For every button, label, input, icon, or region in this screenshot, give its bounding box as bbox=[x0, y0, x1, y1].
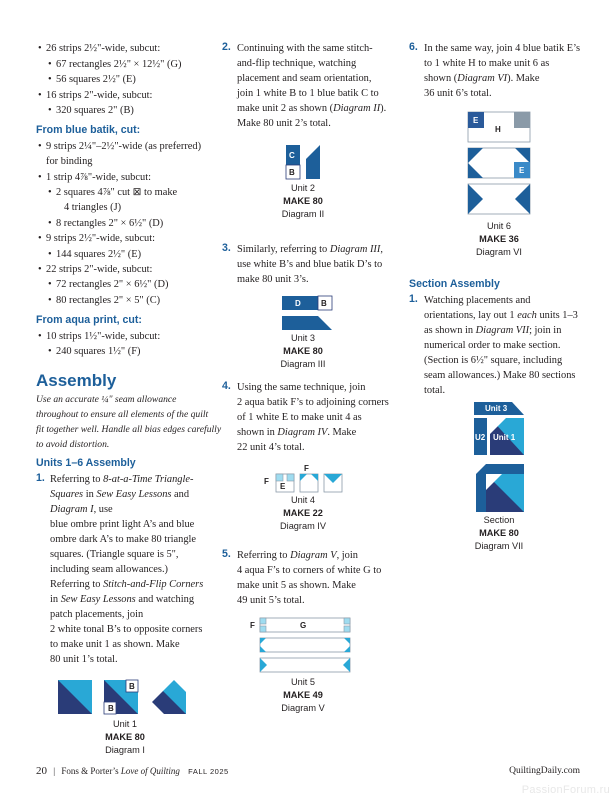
list-item: • 9 strips 2½"-wide, subcut: bbox=[46, 231, 216, 246]
diagram-1-caption bbox=[80, 718, 170, 757]
caption-make: MAKE 49 bbox=[283, 690, 323, 700]
list-item-cont: 4 triangles (J) bbox=[64, 202, 122, 213]
step-6-line: to 1 white H to make unit 6 as bbox=[424, 58, 550, 69]
caption-make: MAKE 80 bbox=[283, 346, 323, 356]
step-4-line: shown in Diagram IV. Make bbox=[237, 427, 357, 438]
section-step-line: (Section is 6½" square, including bbox=[424, 355, 563, 366]
list-item: • 26 strips 2½"-wide, subcut: bbox=[46, 41, 216, 56]
triangle-square-with-corners bbox=[104, 680, 138, 714]
label-C: C bbox=[289, 151, 295, 160]
step-3-text bbox=[237, 242, 409, 287]
caption-make: MAKE 80 bbox=[105, 732, 145, 742]
step-6-line: In the same way, join 4 blue batik E’s bbox=[424, 43, 581, 54]
section-step-line: total. bbox=[424, 385, 446, 396]
caption-diagram: Diagram I bbox=[105, 745, 145, 755]
publication-name: Fons & Porter’s bbox=[61, 766, 119, 776]
label-unit-1: Unit 1 bbox=[493, 433, 516, 442]
label-B: B bbox=[129, 682, 135, 691]
step-1-line: 80 unit 1’s total. bbox=[50, 654, 118, 665]
caption-unit: Unit 2 bbox=[290, 183, 315, 193]
list-item: • 72 rectangles 2" × 6½" (D) bbox=[56, 277, 216, 292]
list-item: • 22 strips 2"-wide, subcut: bbox=[46, 262, 216, 277]
section-step-line: seam allowances.) Make 80 sections bbox=[424, 370, 576, 381]
step-number: 6. bbox=[409, 41, 418, 53]
step-3-line: make 80 unit 3’s. bbox=[237, 274, 309, 285]
list-item: • 9 strips 2¼"–2½"-wide (as preferred) bbox=[46, 139, 222, 154]
step-5-text bbox=[237, 548, 409, 608]
caption-diagram: Diagram VII bbox=[474, 541, 524, 551]
section-block bbox=[476, 464, 524, 512]
section-step-line: Watching placements and bbox=[424, 295, 531, 306]
diagram-5-figure bbox=[248, 616, 354, 676]
label-G: G bbox=[300, 621, 307, 630]
label-D: D bbox=[295, 299, 301, 308]
step-1-line: ombre dark A’s to make 80 triangle bbox=[50, 534, 197, 545]
unit-2-block bbox=[306, 145, 320, 179]
unit-3-block bbox=[282, 316, 332, 330]
step-1-line: blue ombre print light A’s and blue bbox=[50, 519, 195, 530]
label-B: B bbox=[108, 704, 114, 713]
caption-diagram: Diagram IV bbox=[280, 521, 326, 531]
caption-unit: Section bbox=[483, 515, 515, 525]
diagram-6-caption bbox=[454, 220, 544, 259]
label-E: E bbox=[280, 482, 286, 491]
step-4-line: 22 unit 4’s total. bbox=[237, 442, 305, 453]
list-item: • 10 strips 1½"-wide, subcut: bbox=[46, 329, 216, 344]
caption-unit: Unit 1 bbox=[112, 719, 137, 729]
step-number: 3. bbox=[222, 242, 231, 254]
triangle-square bbox=[58, 680, 92, 714]
caption-make: MAKE 36 bbox=[479, 234, 519, 244]
label-B: B bbox=[321, 299, 327, 308]
rect-G-flip bbox=[260, 638, 350, 652]
step-1-line: 2 white tonal B’s to opposite corners bbox=[50, 624, 203, 635]
diagram-3-caption bbox=[258, 332, 348, 371]
page-footer-left: 20 | Fons & Porter’s Love of Quilting FALL 2025 bbox=[36, 765, 229, 777]
blue-batik-heading: From blue batik, cut: bbox=[36, 124, 141, 136]
caption-diagram: Diagram III bbox=[280, 359, 326, 369]
diagram-7-figure bbox=[472, 400, 528, 516]
rect-H bbox=[468, 112, 530, 142]
watermark: PassionForum.ru bbox=[521, 784, 610, 796]
step-5-line: make unit 5 as shown. Make bbox=[237, 580, 356, 591]
step-1-line: Diagram I, use bbox=[50, 504, 113, 515]
list-item: • 67 rectangles 2½" × 12½" (G) bbox=[56, 57, 216, 72]
list-item: • 8 rectangles 2" × 6½" (D) bbox=[56, 216, 216, 231]
step-1-line: Referring to 8-at-a-Time Triangle- bbox=[50, 474, 194, 485]
step-3-line: use white B’s and blue batik D’s to bbox=[237, 259, 383, 270]
diagram-2-caption bbox=[258, 182, 348, 221]
step-4-line: of 1 white E to make unit 4 as bbox=[237, 412, 362, 423]
site-url[interactable]: QuiltingDaily.com bbox=[509, 766, 580, 776]
step-4-line: Using the same technique, join bbox=[237, 382, 366, 393]
unit-5-block bbox=[260, 658, 350, 672]
step-2-line: placement and seam orientation, bbox=[237, 73, 372, 84]
rect-C bbox=[286, 145, 300, 179]
square-E bbox=[276, 474, 294, 492]
diagram-1-figure bbox=[56, 678, 188, 716]
section-step-text bbox=[424, 293, 600, 398]
list-item: • 240 squares 1½" (F) bbox=[56, 344, 216, 359]
diagram-3-figure bbox=[280, 294, 336, 332]
step-6-line: shown (Diagram VI). Make bbox=[424, 73, 540, 84]
issue-label: FALL 2025 bbox=[188, 767, 229, 776]
step-2-line: join 1 white B to 1 blue batik C to bbox=[237, 88, 379, 99]
diagram-5-caption bbox=[258, 676, 348, 715]
layout-unit-2 bbox=[474, 418, 487, 455]
step-5-line: 4 aqua F’s to corners of white G to bbox=[237, 565, 382, 576]
rect-G bbox=[260, 618, 350, 632]
step-1-line: in Sew Easy Lessons and watching bbox=[50, 594, 195, 605]
square-flip-1 bbox=[300, 474, 318, 492]
units-heading: Units 1–6 Assembly bbox=[36, 457, 136, 469]
step-4-text bbox=[237, 380, 409, 455]
step-6-line: 36 unit 6’s total. bbox=[424, 88, 492, 99]
label-F: F bbox=[264, 477, 269, 486]
step-6-text bbox=[424, 41, 600, 101]
diagram-4-caption bbox=[258, 494, 348, 533]
diagram-4-figure bbox=[262, 462, 344, 494]
assembly-intro: throughout to ensure all elements of the quilt bbox=[36, 409, 209, 420]
caption-make: MAKE 80 bbox=[479, 528, 519, 538]
rect-D bbox=[282, 296, 332, 310]
label-unit-3: Unit 3 bbox=[485, 404, 508, 413]
step-5-line: 49 unit 5’s total. bbox=[237, 595, 305, 606]
rect-H-flip bbox=[468, 148, 530, 178]
assembly-heading: Assembly bbox=[36, 371, 117, 390]
assembly-intro: to avoid distortion. bbox=[36, 439, 110, 450]
section-assembly-heading: Section Assembly bbox=[409, 278, 500, 290]
caption-unit: Unit 5 bbox=[290, 677, 315, 687]
step-number: 1. bbox=[409, 293, 418, 305]
list-item: • 2 squares 4⅞" cut ⊠ to make bbox=[56, 185, 216, 200]
list-item: • 144 squares 2½" (E) bbox=[56, 247, 216, 262]
list-item-cont: for binding bbox=[46, 156, 93, 167]
section-step-line: as shown in Diagram VII; join in bbox=[424, 325, 562, 336]
diagram-2-figure bbox=[284, 143, 324, 181]
assembly-intro: Use an accurate ¼" seam allowance bbox=[36, 394, 177, 405]
step-number: 4. bbox=[222, 380, 231, 392]
label-E: E bbox=[519, 166, 525, 175]
label-B: B bbox=[289, 168, 295, 177]
label-F: F bbox=[250, 621, 255, 630]
caption-diagram: Diagram VI bbox=[476, 247, 522, 257]
diagram-6-figure bbox=[466, 110, 532, 218]
step-4-line: 2 aqua batik F’s to adjoining corners bbox=[237, 397, 389, 408]
layout-unit-1 bbox=[490, 418, 524, 455]
caption-make: MAKE 22 bbox=[283, 508, 323, 518]
step-1-line: Referring to Stitch-and-Flip Corners bbox=[50, 579, 204, 590]
caption-diagram: Diagram V bbox=[281, 703, 325, 713]
step-1-text bbox=[50, 472, 222, 667]
step-5-line: Referring to Diagram V, join bbox=[237, 550, 358, 561]
caption-diagram: Diagram II bbox=[281, 209, 325, 219]
list-item: • 56 squares 2½" (E) bbox=[56, 72, 216, 87]
caption-unit: Unit 4 bbox=[290, 495, 315, 505]
step-2-line: and-flip technique, watching bbox=[237, 58, 357, 69]
step-number: 1. bbox=[36, 472, 45, 484]
label-E: E bbox=[473, 116, 479, 125]
step-number: 2. bbox=[222, 41, 231, 53]
step-2-line: make unit 2 as shown (Diagram II). bbox=[237, 103, 387, 114]
label-H: H bbox=[495, 125, 501, 134]
step-2-text bbox=[237, 41, 409, 131]
step-number: 5. bbox=[222, 548, 231, 560]
publication-title: Love of Quilting bbox=[120, 766, 180, 776]
step-1-line: including seam allowances.) bbox=[50, 564, 169, 575]
list-item: • 80 rectangles 2" × 5" (C) bbox=[56, 293, 216, 308]
step-3-line: Similarly, referring to Diagram III, bbox=[237, 244, 383, 255]
assembly-intro: fit together well. Handle all bias edges carefully bbox=[36, 424, 222, 435]
step-1-line: Squares in Sew Easy Lessons and bbox=[50, 489, 190, 500]
list-item: • 1 strip 4⅞"-wide, subcut: bbox=[46, 170, 216, 185]
list-item: • 320 squares 2" (B) bbox=[56, 103, 216, 118]
unit-1-block bbox=[152, 680, 186, 714]
layout-unit-3 bbox=[474, 402, 524, 415]
section-step-line: numerical order to make section. bbox=[424, 340, 561, 351]
step-2-line: Make 80 unit 2’s total. bbox=[237, 118, 331, 129]
section-step-line: orientations, lay out 1 each units 1–3 bbox=[424, 310, 578, 321]
step-1-line: squares. (Triangle square is 5", bbox=[50, 549, 179, 560]
caption-make: MAKE 80 bbox=[283, 196, 323, 206]
list-item: • 16 strips 2"-wide, subcut: bbox=[46, 88, 216, 103]
unit-4-block bbox=[324, 474, 342, 492]
page-number: 20 bbox=[36, 765, 47, 777]
step-1-line: to make unit 1 as shown. Make bbox=[50, 639, 180, 650]
label-unit-2: U2 bbox=[475, 433, 486, 442]
diagram-7-caption bbox=[454, 514, 544, 553]
aqua-print-heading: From aqua print, cut: bbox=[36, 314, 142, 326]
caption-unit: Unit 3 bbox=[290, 333, 315, 343]
caption-unit: Unit 6 bbox=[486, 221, 511, 231]
step-2-line: Continuing with the same stitch- bbox=[237, 43, 373, 54]
label-F: F bbox=[304, 464, 309, 473]
step-1-line: patch placements, join bbox=[50, 609, 144, 620]
unit-6-block bbox=[468, 184, 530, 214]
